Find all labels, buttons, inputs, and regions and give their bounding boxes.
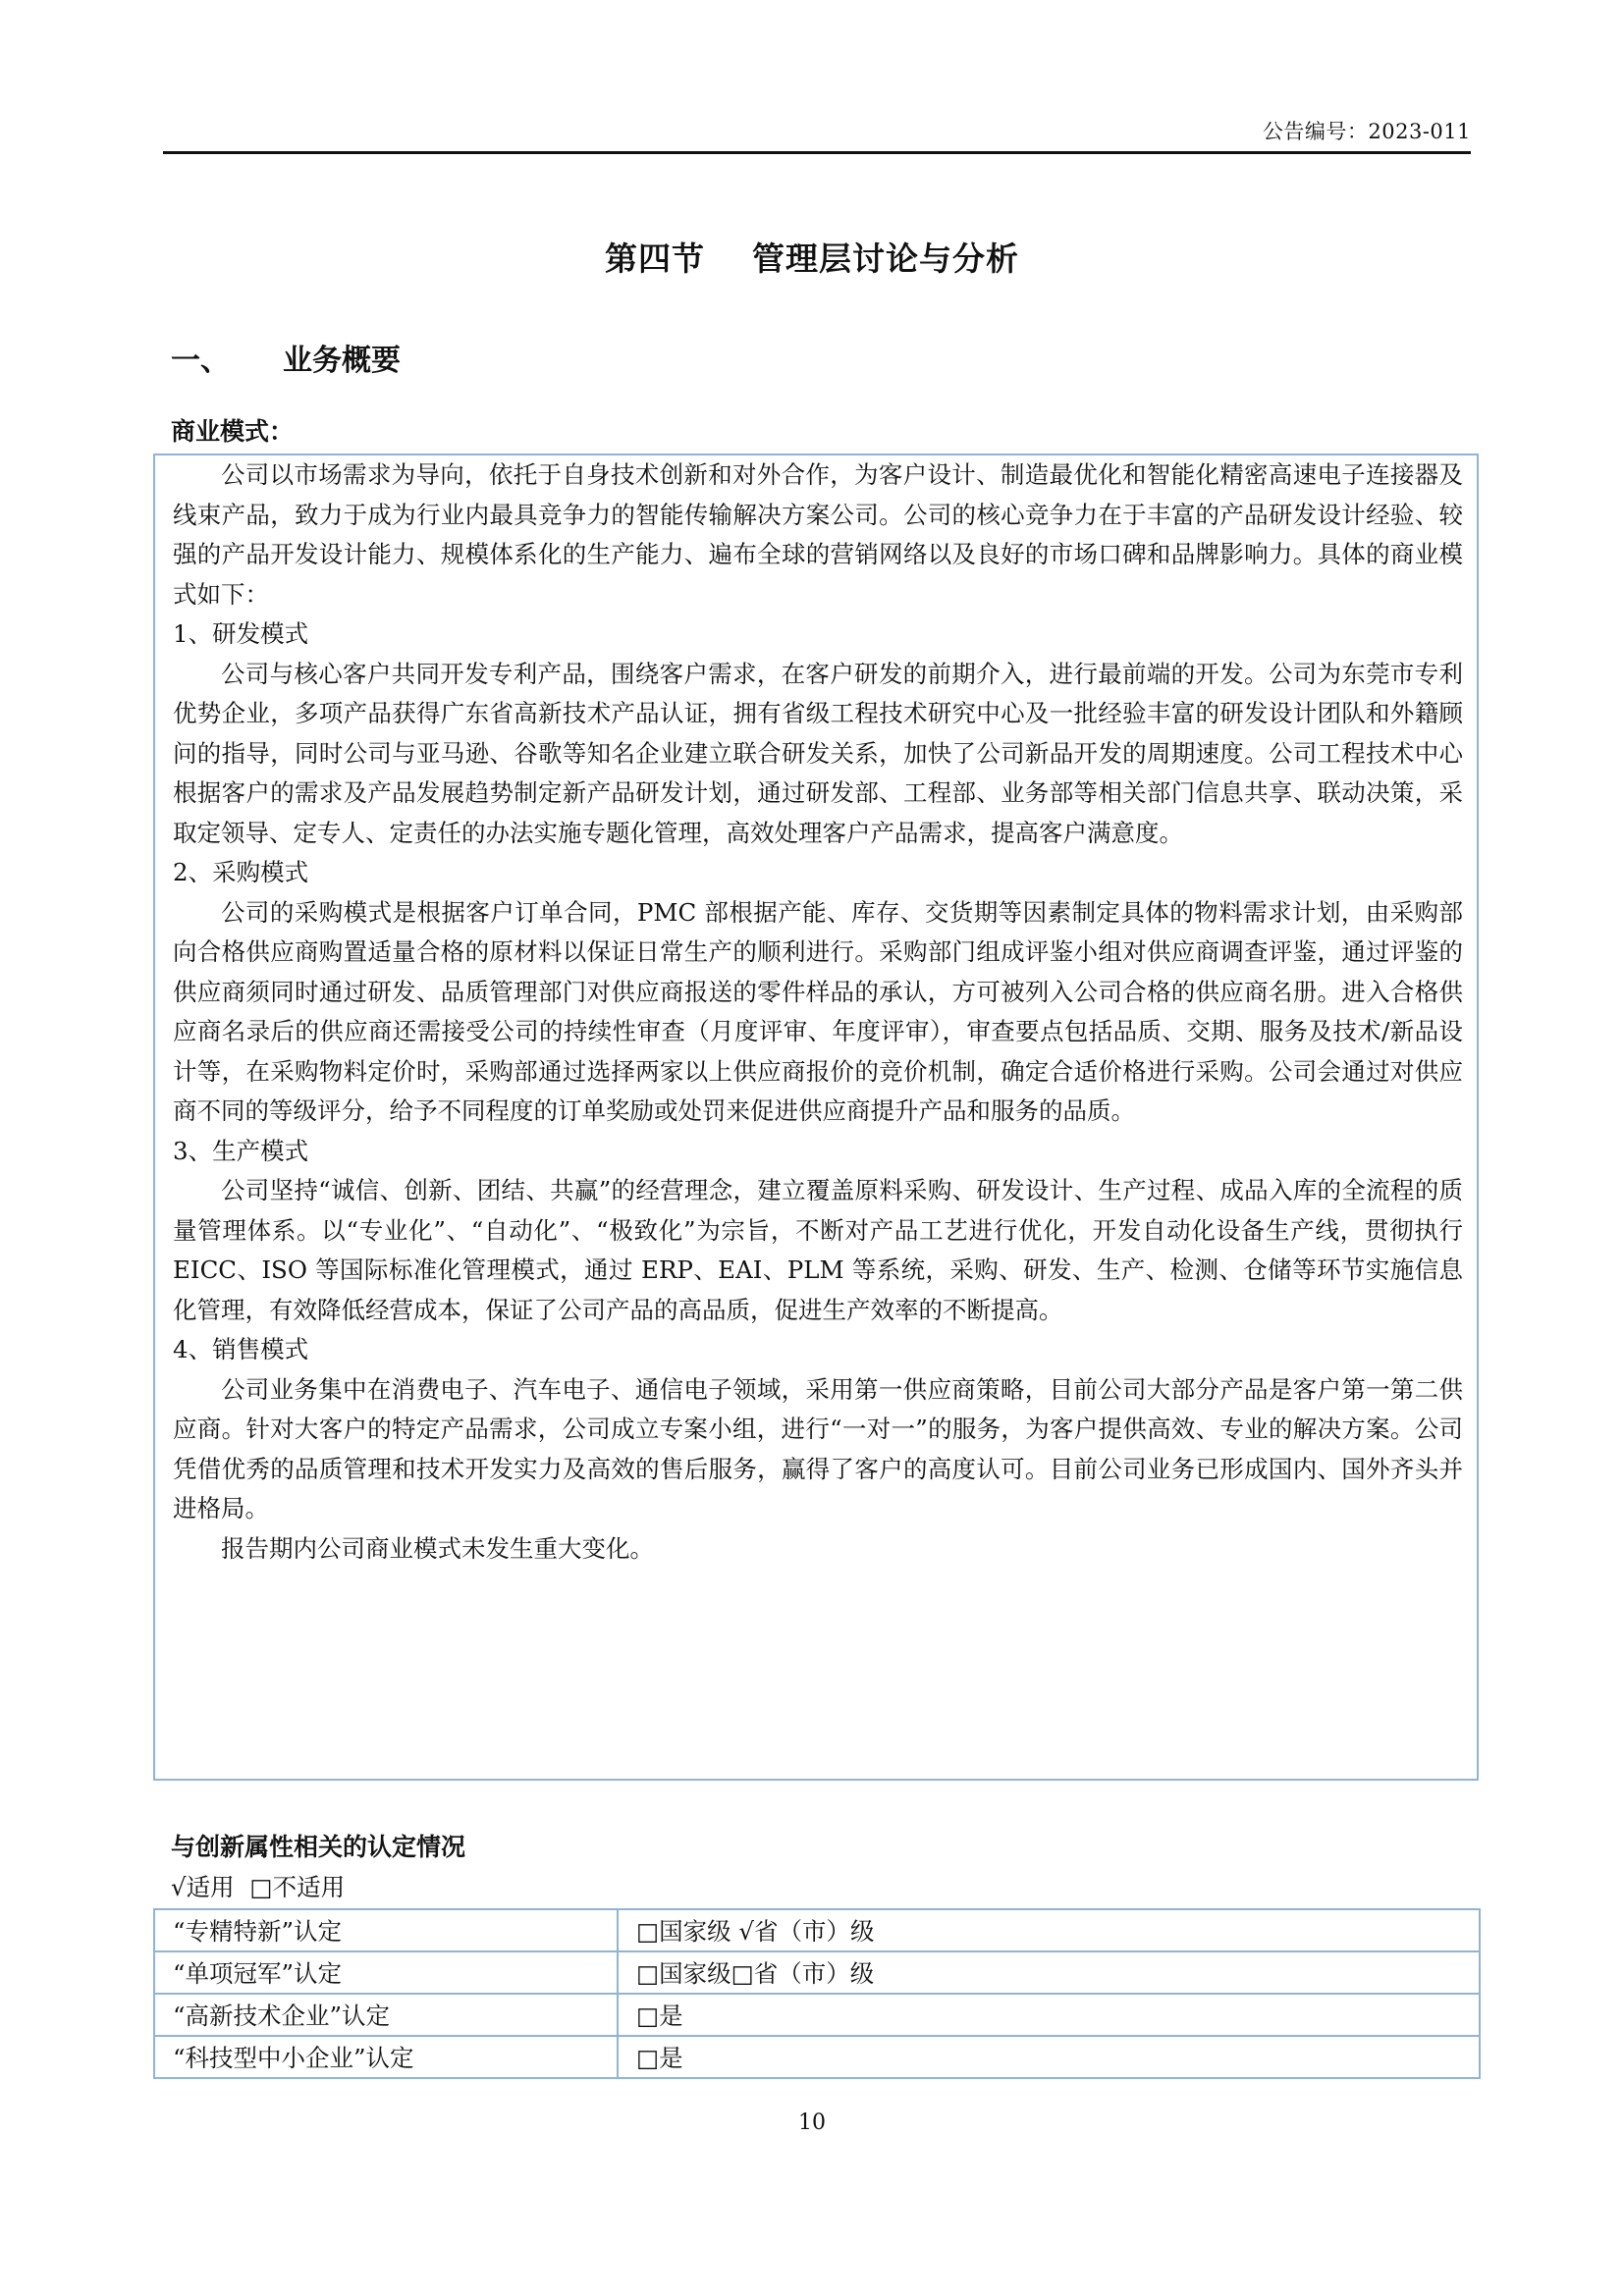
page-number: 10 (798, 2110, 826, 2135)
certification-value: □国家级□省（市）级 (618, 1951, 1480, 1994)
certification-item: “高新技术企业”认定 (154, 1994, 618, 2036)
body-paragraph: 公司以市场需求为导向，依托于自身技术创新和对外合作，为客户设计、制造最优化和智能化精密高速电子连接器及线束产品，致力于成为行业内最具竞争力的智能传输解决方案公司。公司的核心竞争力在于丰富的产品研发设计经验、较强的产品开发设计能力、规模体系化的生产能力、遍布全球的营销网络以及良好的市场口碑和品牌影响力。具体的商业模式如下： (173, 460, 1463, 609)
section-title (0, 234, 1624, 280)
table-row (154, 2036, 1480, 2078)
business-model-box (153, 454, 1479, 1781)
mode-subheading: 2、采购模式 (173, 858, 309, 886)
table-row (154, 1951, 1480, 1994)
heading-title: 业务概要 (283, 344, 401, 378)
body-paragraph: 公司坚持“诚信、创新、团结、共赢”的经营理念，建立覆盖原料采购、研发设计、生产过程、成品入库的全流程的质量管理体系。以“专业化”、“自动化”、“极致化”为宗旨，不断对产品工艺进行优化，开发自动化设备生产线，贯彻执行 EICC、ISO 等国际标准化管理模式，通过 ERP、EAI、PLM 等系统，采购、研发、生产、检测、仓储等环节实施信息化管理，有效降低经营成本，保证了公司产品的高品质，促进生产效率的不断提高。 (173, 1176, 1463, 1324)
header-rule (163, 151, 1471, 154)
applicability-options (171, 1869, 352, 1903)
section-number: 第四节 (605, 240, 705, 278)
section-title-text: 管理层讨论与分析 (752, 240, 1019, 278)
certification-item: “单项冠军”认定 (154, 1951, 618, 1994)
heading-number: 一、 (171, 344, 230, 378)
not-applicable-option: □不适用 (249, 1873, 346, 1901)
certification-value: □国家级 √省（市）级 (618, 1909, 1480, 1951)
certification-item: “科技型中小企业”认定 (154, 2036, 618, 2078)
mode-subheading: 4、销售模式 (173, 1335, 309, 1363)
certification-value: □是 (618, 2036, 1480, 2078)
business-model-label: 商业模式： (171, 417, 295, 446)
certification-value: □是 (618, 1994, 1480, 2036)
mode-subheading: 3、生产模式 (173, 1136, 309, 1165)
certification-table (153, 1908, 1481, 2079)
body-paragraph: 公司的采购模式是根据客户订单合同，PMC 部根据产能、库存、交货期等因素制定具体的物料需求计划，由采购部向合格供应商购置适量合格的原材料以保证日常生产的顺利进行。采购部门组成评鉴小组对供应商调查评鉴，通过评鉴的供应商须同时通过研发、品质管理部门对供应商报送的零件样品的承认，方可被列入公司合格的供应商名册。进入合格供应商名录后的供应商还需接受公司的持续性审查（月度评审、年度评审），审查要点包括品质、交期、服务及技术/新品设计等，在采购物料定价时，采购部通过选择两家以上供应商报价的竞价机制，确定合适价格进行采购。公司会通过对供应商不同的等级评分，给予不同程度的订单奖励或处罚来促进供应商提升产品和服务的品质。 (173, 897, 1463, 1125)
body-paragraph: 公司与核心客户共同开发专利产品，围绕客户需求，在客户研发的前期介入，进行最前端的开发。公司为东莞市专利优势企业，多项产品获得广东省高新技术产品认证，拥有省级工程技术研究中心及一批经验丰富的研发设计团队和外籍顾问的指导，同时公司与亚马逊、谷歌等知名企业建立联合研发关系，加快了公司新品开发的周期速度。公司工程技术中心根据客户的需求及产品发展趋势制定新产品研发计划，通过研发部、工程部、业务部等相关部门信息共享、联动决策，采取定领导、定专人、定责任的办法实施专题化管理，高效处理客户产品需求，提高客户满意度。 (173, 659, 1463, 847)
table-row (154, 1909, 1480, 1951)
announcement-number: 公告编号：2023-011 (1262, 120, 1471, 143)
certification-item: “专精特新”认定 (154, 1909, 618, 1951)
body-paragraph: 报告期内公司商业模式未发生重大变化。 (221, 1533, 654, 1563)
innovation-label: 与创新属性相关的认定情况 (171, 1833, 466, 1861)
mode-subheading: 1、研发模式 (173, 619, 309, 648)
applicable-option: √适用 (171, 1873, 235, 1901)
body-paragraph: 公司业务集中在消费电子、汽车电子、通信电子领域，采用第一供应商策略，目前公司大部分产品是客户第一第二供应商。针对大客户的特定产品需求，公司成立专案小组，进行“一对一”的服务，为客户提供高效、专业的解决方案。公司凭借优秀的品质管理和技术开发实力及高效的售后服务，赢得了客户的高度认可。目前公司业务已形成国内、国外齐头并进格局。 (173, 1374, 1463, 1522)
business-overview-heading (171, 336, 401, 379)
table-row (154, 1994, 1480, 2036)
